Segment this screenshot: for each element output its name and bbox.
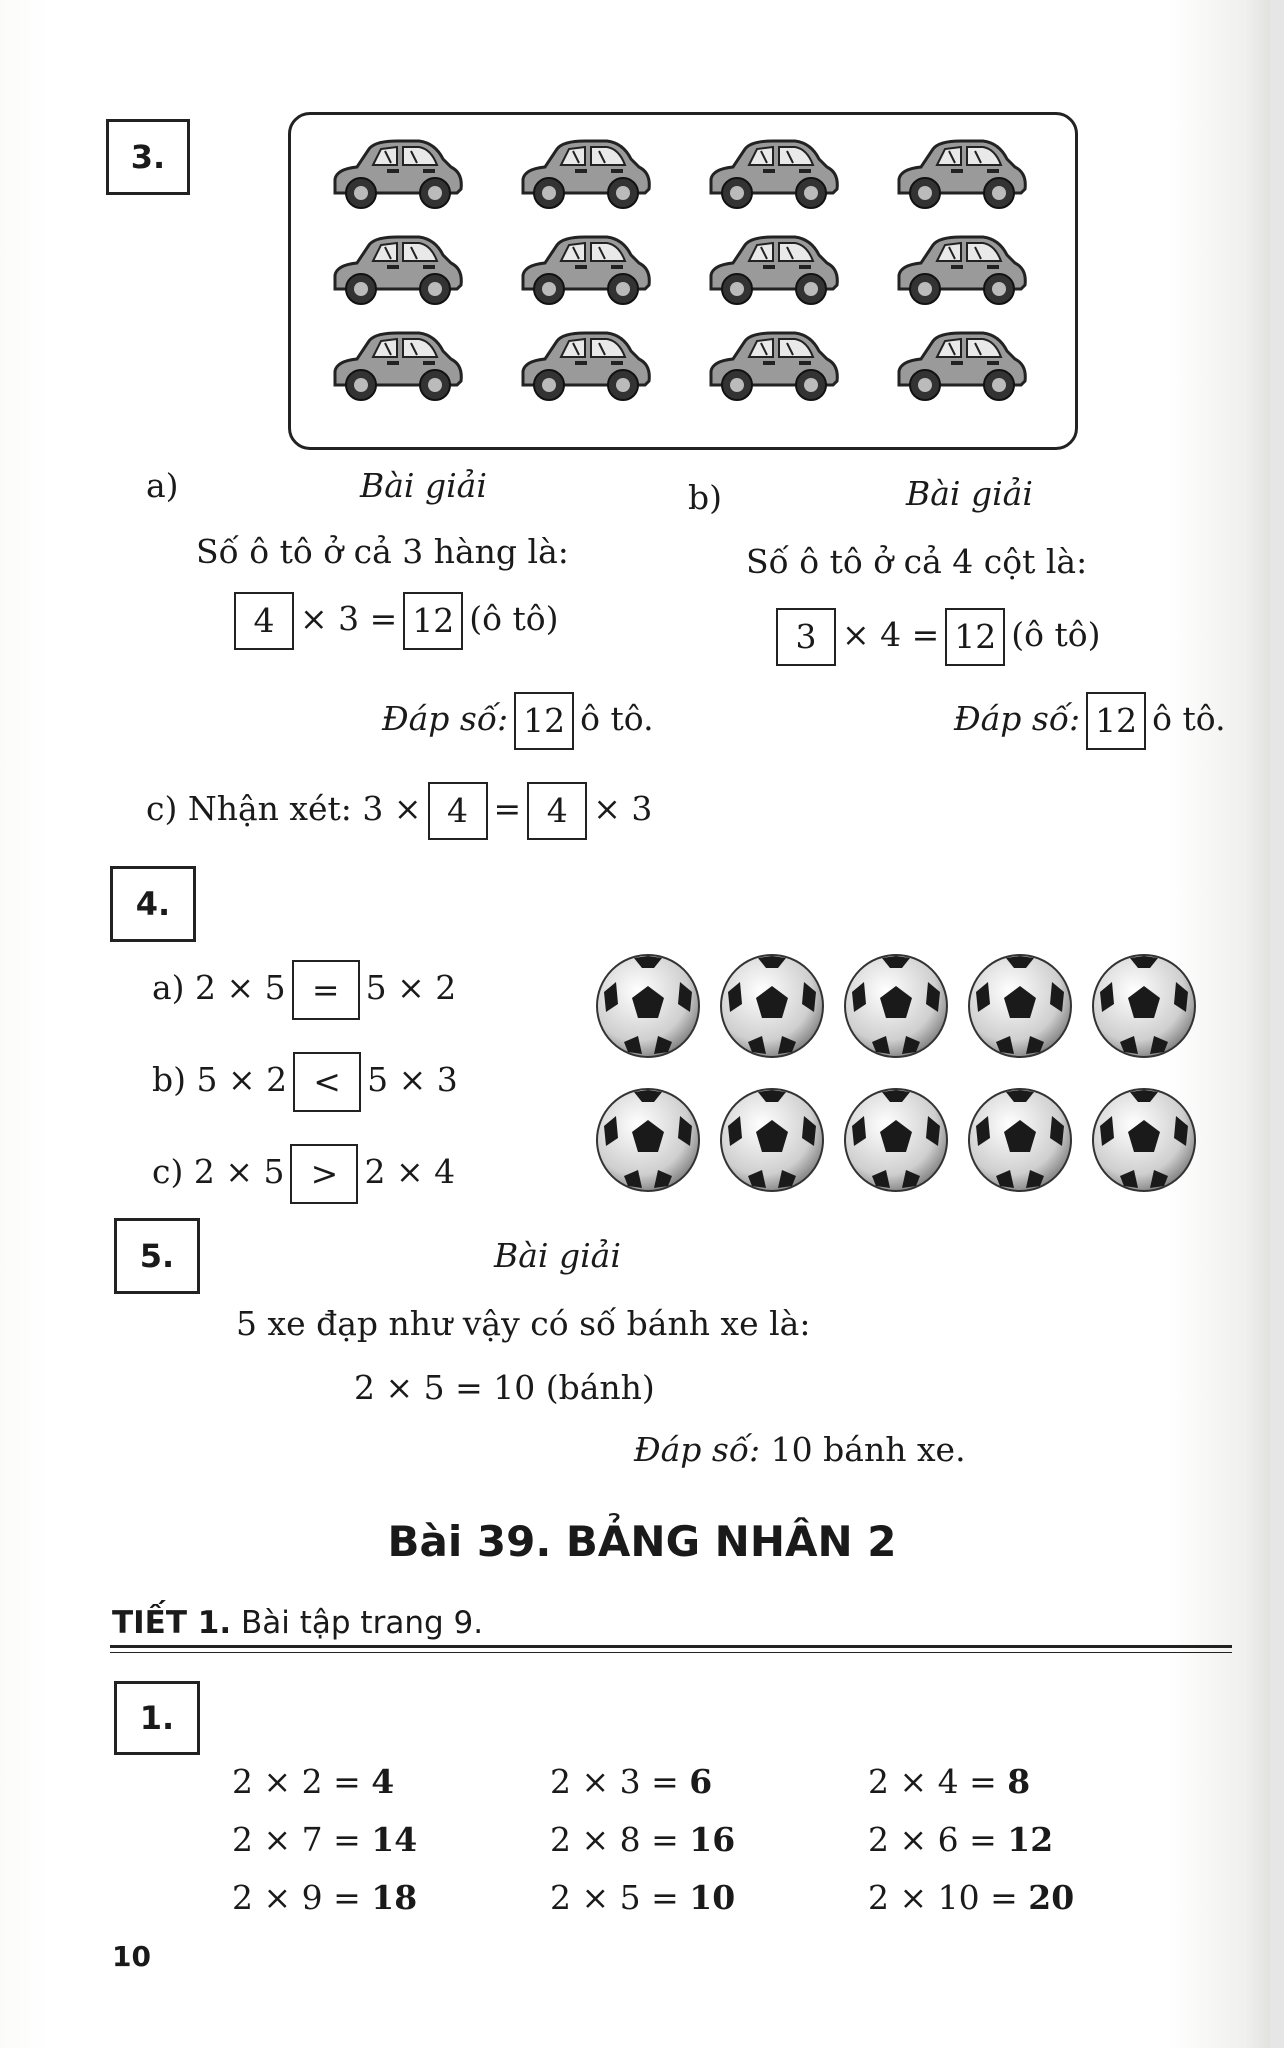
heading-rule-thin <box>110 1652 1232 1653</box>
ex3-a-equation <box>228 592 559 650</box>
ex4-right-expression: 5 × 2 <box>365 968 457 1007</box>
page-number: 10 <box>112 1940 151 1973</box>
cars-illustration-frame <box>288 112 1078 450</box>
ex5-statement: 5 xe đạp như vậy có số bánh xe là: <box>236 1304 811 1343</box>
ex4-left-expression: c) 2 × 5 <box>152 1152 285 1191</box>
page-edge <box>1270 0 1284 2048</box>
car-icon <box>703 231 843 315</box>
fact-expression: 2 × 9 = <box>232 1878 372 1917</box>
ex4-comparison-sign-box: = <box>292 960 360 1020</box>
soccer-ball-icon <box>1090 952 1198 1064</box>
ex3-b-equation <box>770 608 1101 666</box>
multiplication-fact <box>232 1878 417 1917</box>
fact-expression: 2 × 2 = <box>232 1762 372 1801</box>
fact-expression: 2 × 5 = <box>550 1878 690 1917</box>
ex3-c-box1: 4 <box>428 782 488 840</box>
car-icon <box>515 135 655 219</box>
ex3-a-solution-heading: Bài giải <box>360 466 487 505</box>
ex3-a-statement: Số ô tô ở cả 3 hàng là: <box>196 532 569 571</box>
ex4-left-expression: b) 5 × 2 <box>152 1060 288 1099</box>
fact-result: 8 <box>1007 1762 1031 1801</box>
car-icon <box>703 327 843 411</box>
ex3-b-solution-heading: Bài giải <box>906 474 1033 513</box>
ex3-a-box-product: 12 <box>403 592 463 650</box>
car-icon <box>515 327 655 411</box>
multiplication-fact <box>868 1762 1030 1801</box>
ex3-b-answer-unit: ô tô. <box>1152 699 1226 738</box>
multiplication-fact <box>550 1820 735 1859</box>
ex4-comparison-row <box>152 1052 458 1112</box>
ex3-b-label: b) <box>688 478 722 517</box>
ex3-b-box-product: 12 <box>945 608 1005 666</box>
ex3-b-box-factor: 3 <box>776 608 836 666</box>
multiplication-fact <box>550 1762 712 1801</box>
fact-expression: 2 × 10 = <box>868 1878 1029 1917</box>
ex4-comparison-sign-box: > <box>290 1144 358 1204</box>
exercise-3-number: 3. <box>106 119 190 195</box>
soccer-ball-icon <box>594 952 702 1064</box>
ex5-solution-heading: Bài giải <box>494 1236 621 1275</box>
car-icon <box>703 135 843 219</box>
soccer-ball-icon <box>966 1086 1074 1198</box>
exercise-5-number: 5. <box>114 1218 200 1294</box>
ex3-c-text: c) Nhận xét: 3 × <box>146 789 422 828</box>
exercise-1-number: 1. <box>114 1681 200 1755</box>
ex3-b-statement: Số ô tô ở cả 4 cột là: <box>746 542 1088 581</box>
soccer-ball-icon <box>1090 1086 1198 1198</box>
ex3-a-eq-unit: (ô tô) <box>469 599 559 638</box>
fact-result: 20 <box>1028 1878 1075 1917</box>
fact-result: 10 <box>689 1878 736 1917</box>
fact-expression: 2 × 3 = <box>550 1762 690 1801</box>
ex5-answer-label: Đáp số: <box>634 1430 761 1469</box>
soccer-ball-icon <box>718 1086 826 1198</box>
ex3-c-box2: 4 <box>527 782 587 840</box>
ex5-answer <box>634 1430 966 1469</box>
ex3-b-answer-label: Đáp số: <box>954 699 1081 738</box>
ex3-c-remark <box>146 782 652 840</box>
multiplication-fact <box>232 1762 394 1801</box>
fact-result: 6 <box>689 1762 713 1801</box>
fact-result: 14 <box>371 1820 418 1859</box>
ex5-answer-value: 10 bánh xe. <box>770 1430 966 1469</box>
ex3-a-answer <box>382 692 654 750</box>
fact-result: 16 <box>689 1820 736 1859</box>
ex3-b-eq-unit: (ô tô) <box>1011 615 1101 654</box>
fact-result: 18 <box>371 1878 418 1917</box>
car-icon <box>891 231 1031 315</box>
ex3-a-answer-unit: ô tô. <box>580 699 654 738</box>
car-icon <box>891 327 1031 411</box>
multiplication-fact <box>550 1878 735 1917</box>
ex4-right-expression: 5 × 3 <box>367 1060 458 1099</box>
lesson-period-heading <box>112 1605 483 1641</box>
multiplication-fact <box>868 1820 1053 1859</box>
ex4-right-expression: 2 × 4 <box>364 1152 456 1191</box>
soccer-ball-icon <box>718 952 826 1064</box>
lesson-period-text: Bài tập trang 9. <box>231 1605 484 1641</box>
fact-expression: 2 × 6 = <box>868 1820 1008 1859</box>
multiplication-fact <box>232 1820 417 1859</box>
ex3-a-label: a) <box>146 466 179 505</box>
fact-expression: 2 × 4 = <box>868 1762 1008 1801</box>
ex4-comparison-row <box>152 1144 455 1204</box>
ex3-a-answer-label: Đáp số: <box>382 699 509 738</box>
lesson-period-label: TIẾT 1. <box>112 1605 232 1641</box>
ex4-left-expression: a) 2 × 5 <box>152 968 286 1007</box>
car-icon <box>327 231 467 315</box>
car-icon <box>327 135 467 219</box>
soccer-ball-icon <box>842 952 950 1064</box>
lesson-title: Bài 39. BẢNG NHÂN 2 <box>387 1517 897 1566</box>
ex3-c-tail: × 3 <box>593 789 653 828</box>
ex3-c-eq: = <box>493 789 522 828</box>
ex5-equation: 2 × 5 = 10 (bánh) <box>354 1368 655 1407</box>
fact-expression: 2 × 7 = <box>232 1820 372 1859</box>
soccer-ball-icon <box>842 1086 950 1198</box>
ex3-b-answer <box>954 692 1226 750</box>
ex3-b-answer-box: 12 <box>1086 692 1146 750</box>
soccer-ball-icon <box>594 1086 702 1198</box>
ex3-a-eq-mid: × 3 = <box>300 599 398 638</box>
car-icon <box>327 327 467 411</box>
exercise-4-number: 4. <box>110 866 196 942</box>
heading-rule-thick <box>110 1645 1232 1648</box>
fact-result: 4 <box>371 1762 395 1801</box>
ex3-a-box-factor: 4 <box>234 592 294 650</box>
car-icon <box>515 231 655 315</box>
ex4-comparison-sign-box: < <box>293 1052 361 1112</box>
ex3-a-answer-box: 12 <box>514 692 574 750</box>
fact-result: 12 <box>1007 1820 1054 1859</box>
fact-expression: 2 × 8 = <box>550 1820 690 1859</box>
multiplication-fact <box>868 1878 1074 1917</box>
soccer-ball-icon <box>966 952 1074 1064</box>
ex4-comparison-row <box>152 960 456 1020</box>
ex3-b-eq-mid: × 4 = <box>842 615 940 654</box>
car-icon <box>891 135 1031 219</box>
